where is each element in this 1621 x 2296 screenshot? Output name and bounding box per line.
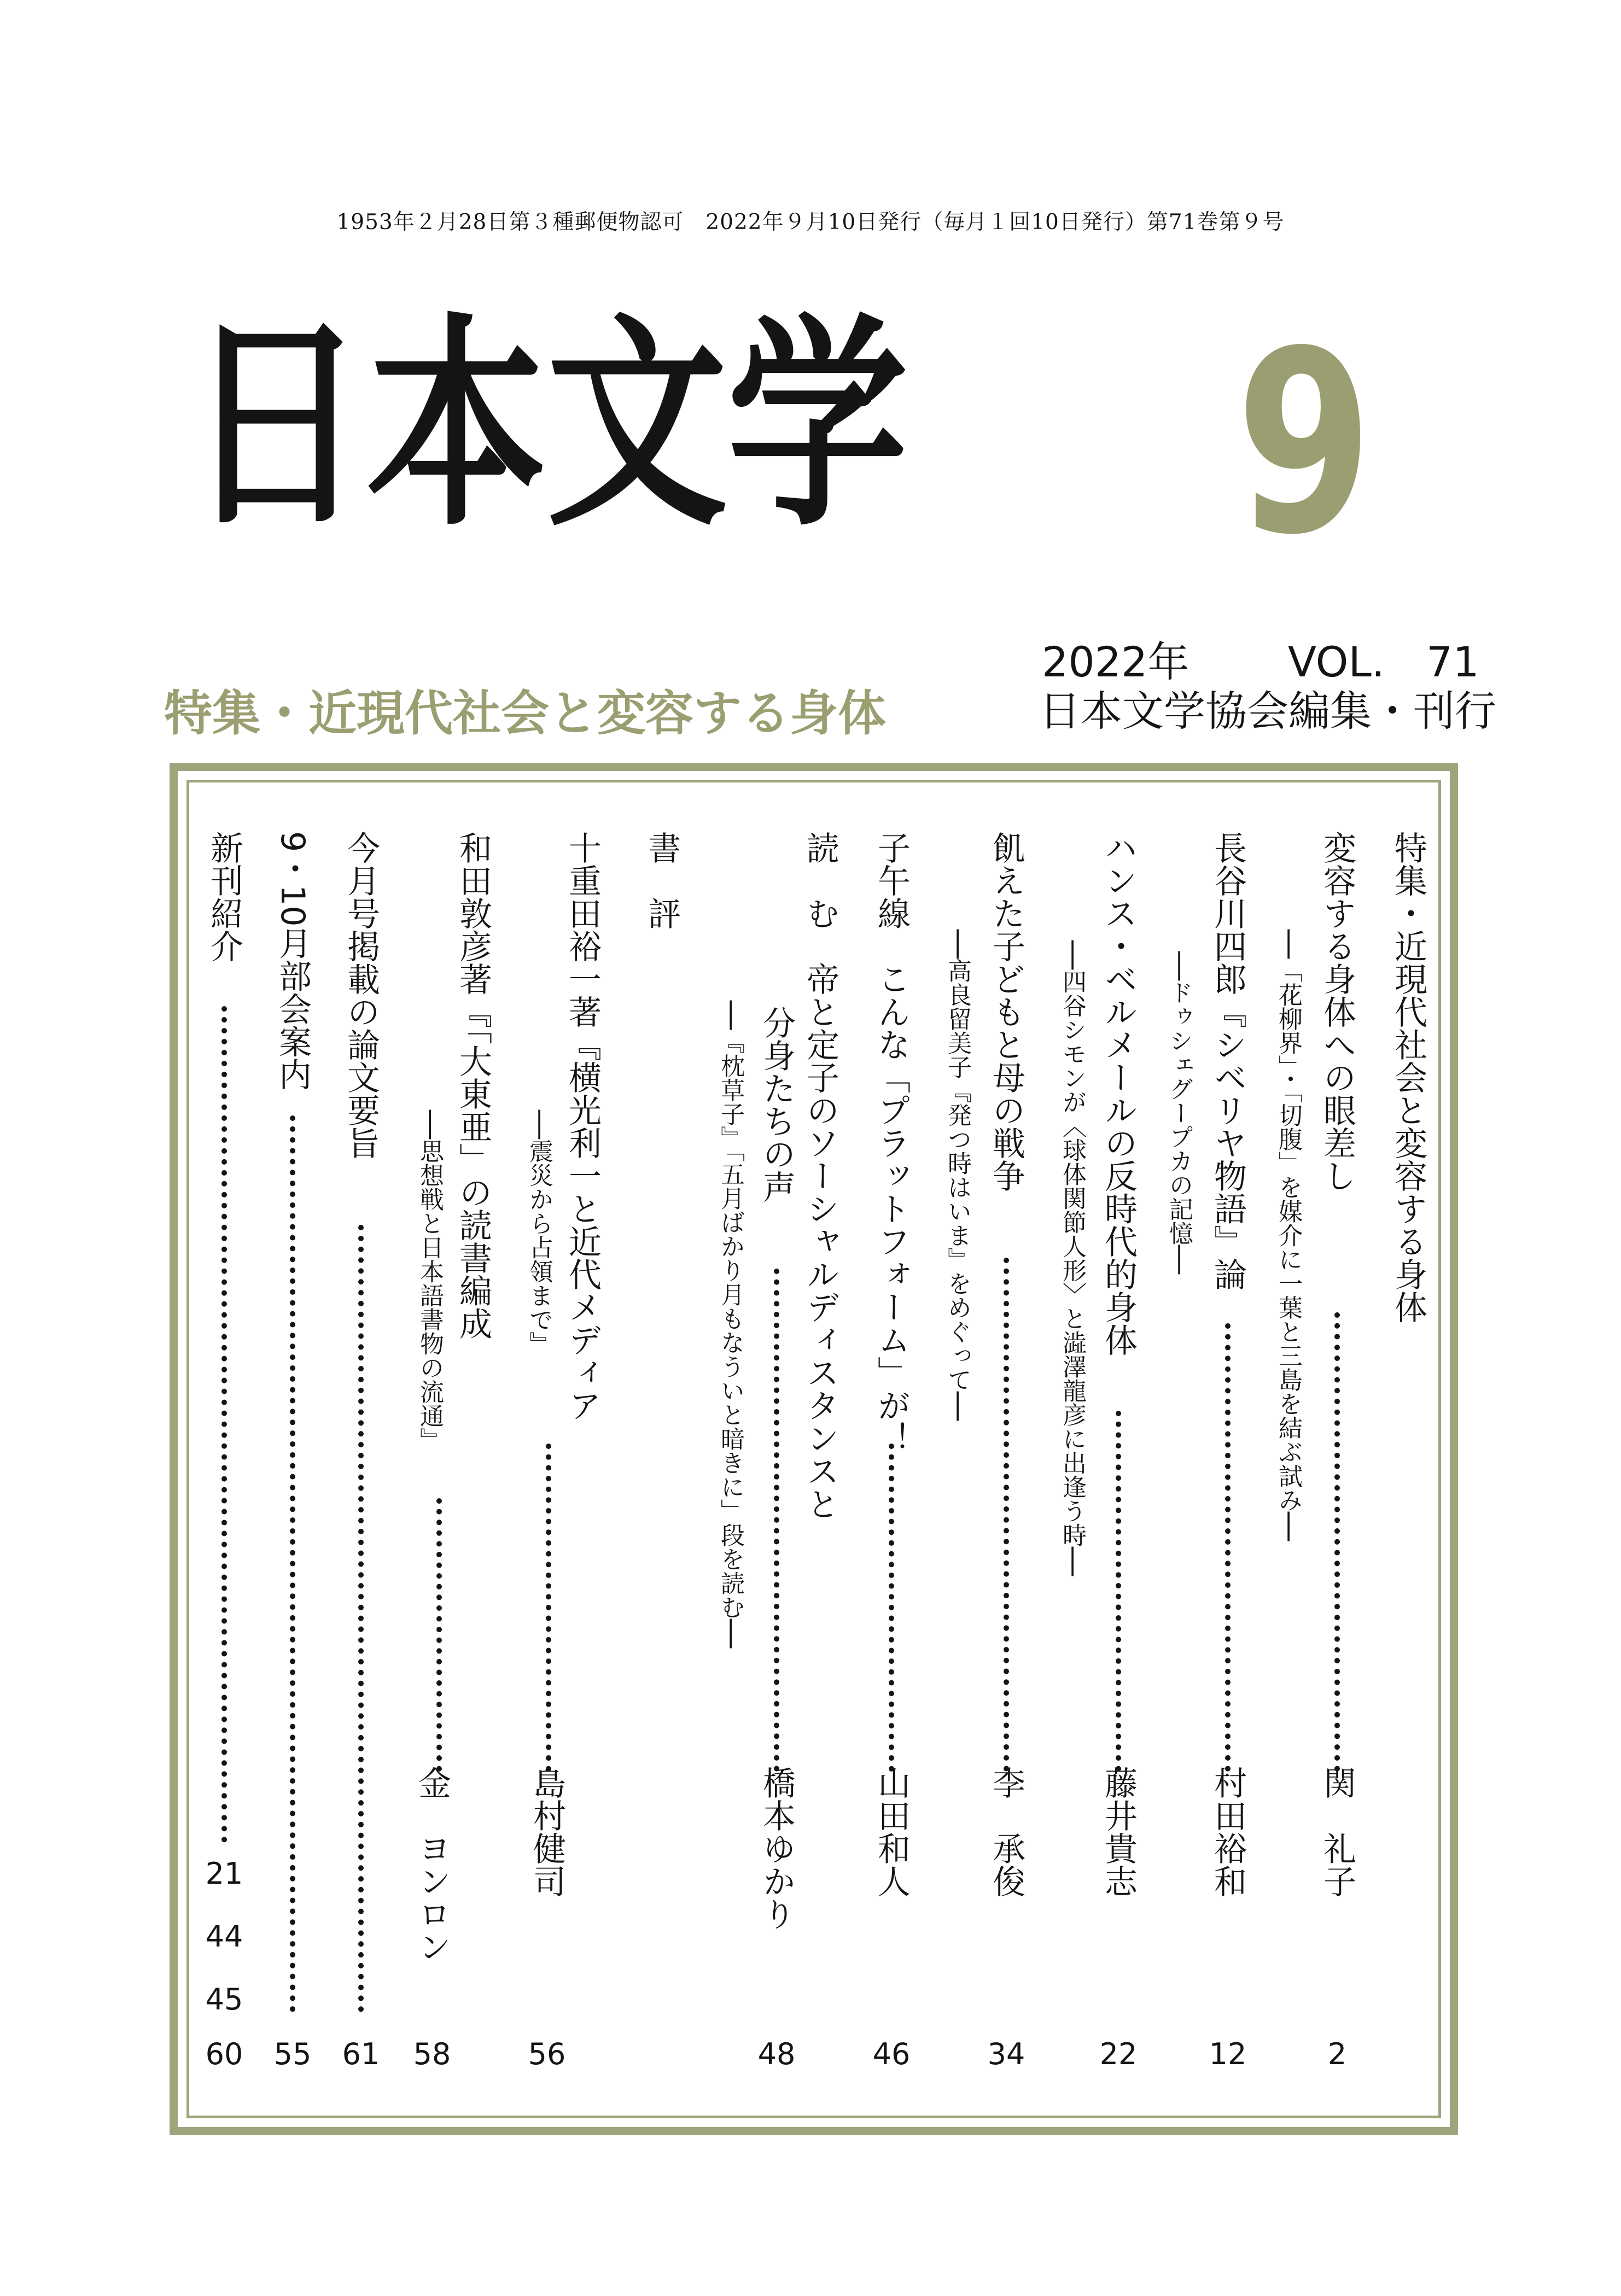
toc-article-title: 飢えた子どもと母の戦争 bbox=[987, 831, 1025, 1192]
toc-other-page: 61 bbox=[342, 2037, 380, 2071]
toc-article-title: 変容する身体への眼差し bbox=[1318, 831, 1356, 1192]
toc-leader-dots bbox=[546, 1444, 551, 1772]
toc-other-title: 今月号掲載の論文要旨 bbox=[342, 831, 380, 1159]
toc-article-author: 関 礼子 bbox=[1318, 1766, 1356, 1897]
toc-article-author: 村田裕和 bbox=[1209, 1766, 1247, 1897]
section-label-shigosen: 子午線 bbox=[872, 831, 911, 930]
feature-title: 特集・近現代社会と変容する身体 bbox=[164, 685, 887, 741]
toc-leader-dots bbox=[1334, 1312, 1340, 1772]
toc-leader-dots bbox=[290, 1115, 295, 2012]
toc-article-subtitle: ──高良留美子『発つ時はいま』をめぐって── bbox=[943, 930, 971, 1421]
section-label-yomu: 読 む bbox=[801, 831, 839, 930]
issue-number bbox=[1231, 297, 1395, 590]
toc-leader-dots bbox=[221, 1006, 227, 1843]
toc-article-subtitle: ──ドゥシェグープカの記憶── bbox=[1165, 951, 1193, 1274]
toc-leader-dots bbox=[1225, 1323, 1231, 1772]
toc-review-page: 56 bbox=[528, 2037, 566, 2071]
toc-article-title-line2: 分身たちの声 bbox=[757, 1006, 796, 1203]
toc-special-heading: 特集・近現代社会と変容する身体 bbox=[1389, 831, 1427, 1323]
postal-permit-line: 1953年２月28日第３種郵便物認可 2022年９月10日発行（毎月１回10日発行）第71巻第９号 bbox=[336, 210, 1285, 235]
toc-review-subtitle: ──思想戦と日本語書物の流通』 bbox=[416, 1110, 444, 1452]
volume-label: VOL. 71 bbox=[1288, 638, 1479, 686]
toc-article-title: 長谷川四郎『シベリヤ物語』論 bbox=[1209, 831, 1247, 1290]
toc-review-title: 和田敦彦著『「大東亜」の読書編成 bbox=[454, 831, 492, 1340]
toc-article-page: 48 bbox=[757, 2037, 796, 2071]
toc-review-title: 十重田裕一著『横光利一と近代メディア bbox=[563, 831, 602, 1422]
toc-leader-dots bbox=[1004, 1258, 1009, 1772]
toc-article-page: 46 bbox=[872, 2037, 911, 2071]
toc-article-title: こんな「プラットフォーム」が！ bbox=[872, 962, 911, 1454]
toc-article-author: 橋本ゆかり bbox=[757, 1766, 796, 1930]
toc-other-title: 9・10月部会案内 bbox=[273, 831, 312, 1091]
toc-review-page: 58 bbox=[413, 2037, 451, 2071]
toc-article-title: ハンス・ベルメールの反時代的身体 bbox=[1099, 831, 1138, 1356]
toc-article-author: 山田和人 bbox=[872, 1766, 911, 1897]
toc-article-subtitle: ──「花柳界」・「切腹」を媒介に一葉と三島を結ぶ試み── bbox=[1274, 930, 1302, 1541]
toc-article-author: 藤井貴志 bbox=[1099, 1766, 1138, 1897]
toc-leader-dots bbox=[774, 1269, 779, 1772]
issue-year: 2022年 bbox=[1042, 638, 1189, 686]
toc-article-page: 2 bbox=[1327, 2037, 1347, 2071]
toc-article-subtitle: ──『枕草子』「五月ばかり月もなういと暗きに」段を読む── bbox=[716, 1001, 744, 1648]
toc-article-page: 34 bbox=[987, 2037, 1025, 2071]
toc-leader-dots bbox=[1116, 1411, 1121, 1772]
toc-article-title: 帝と定子のソーシャルディスタンスと bbox=[801, 962, 839, 1520]
masthead-text: 日本文学 bbox=[186, 293, 908, 556]
publisher-line: 日本文学協会編集・刊行 bbox=[1039, 687, 1496, 735]
toc-other-page: 44 bbox=[205, 1919, 243, 1954]
toc-article-author: 李 承俊 bbox=[987, 1766, 1025, 1897]
toc-other-title: 新刊紹介 bbox=[205, 831, 243, 962]
toc-other-page: 55 bbox=[273, 2037, 312, 2071]
masthead-title bbox=[186, 273, 952, 556]
toc-leader-dots bbox=[436, 1498, 442, 1772]
toc-review-author-credit bbox=[443, 831, 503, 1340]
section-label-shohyo: 書 評 bbox=[643, 831, 681, 930]
toc-review-author: 金 ヨンロン bbox=[413, 1766, 451, 1963]
toc-article-subtitle: ──四谷シモンが〈球体関節人形〉と澁澤龍彦に出逢う時── bbox=[1058, 940, 1086, 1576]
toc-review-subtitle: ──震災から占領まで』 bbox=[525, 1110, 553, 1356]
issue-number-text: 9 bbox=[1236, 297, 1373, 590]
toc-other-page: 21 bbox=[205, 1856, 243, 1891]
toc-leader-dots bbox=[889, 1444, 894, 1772]
toc-review-author: 島村健司 bbox=[528, 1766, 566, 1897]
toc-article-page: 22 bbox=[1099, 2037, 1138, 2071]
toc-leader-dots bbox=[358, 1225, 364, 2012]
toc-article-page: 12 bbox=[1209, 2037, 1247, 2071]
toc-other-page: 45 bbox=[205, 1982, 243, 2017]
toc-other-page: 60 bbox=[205, 2037, 243, 2071]
